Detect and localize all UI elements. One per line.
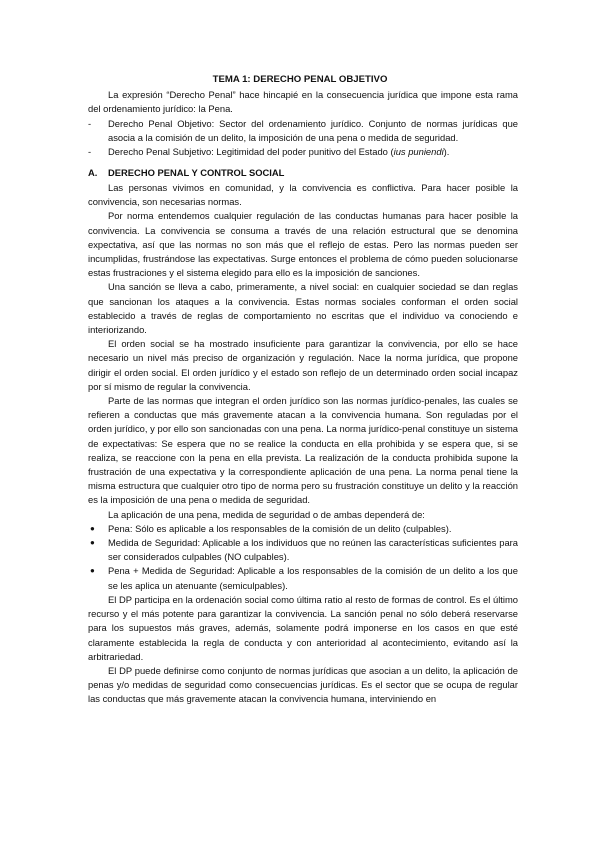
list-item bbox=[88, 564, 518, 592]
section-label: DERECHO PENAL Y CONTROL SOCIAL bbox=[108, 167, 285, 178]
bullet-icon: ● bbox=[90, 538, 95, 548]
definitions-list bbox=[88, 117, 518, 160]
definition-subjective: Derecho Penal Subjetivo: Legitimidad del poder punitivo del Estado (ius puniendi). bbox=[108, 146, 450, 158]
section-marker: A. bbox=[88, 167, 98, 178]
list-item bbox=[88, 145, 518, 159]
dash-marker: - bbox=[88, 118, 92, 129]
list-item bbox=[88, 117, 518, 145]
paragraph: Parte de las normas que integran el orden jurídico son las normas jurídico-penales, las cuales se refieren a conductas que más gravemente atacan a la convivencia humana. Son reguladas por el orden jurídico, y por ello son sancionadas con una pena. La norma jurídico-penal constituye un sistema de expectativas: Se espera que no se realice la conducta en ella prohibida y se espera que, si se realiza, se reaccione con la pena en ella prevista. La realización de la conducta prohibida supone la frustración de una expectativa y la correspondiente aplicación de una pena. La norma penal tiene la misma estructura que cualquier otro tipo de norma pero su frustración constituye un delito y la reacción es la imposición de una pena o medida de seguridad. bbox=[88, 395, 518, 506]
paragraph: Por norma entendemos cualquier regulación de las conductas humanas para hacer posible la convivencia. La convivencia se consuma a través de una relación estructural que se denomina expectativa, así que las normas no son más que el reflejo de estas. Pero las normas pueden ser incumplidas, frustrándose las expectativas. Surge entonces el problema de cómo pueden solucionarse estas frustraciones y el sistema elegido para ello es la imposición de sanciones. bbox=[88, 210, 518, 279]
bullet-text: Pena: Sólo es aplicable a los responsables de la comisión de un delito (culpables). bbox=[108, 522, 452, 534]
paragraph: El DP participa en la ordenación social como última ratio al resto de formas de control. Es el último recurso y el más potente para garantizar la convivencia. La sanción penal no sólo deberá reservarse para los supuestos más graves, además, solamente podrá imponerse en los casos en que esté claramente establecida la regla de conducta y con anterioridad al acontecimiento, evitando así la arbitrariedad. bbox=[88, 593, 518, 662]
paragraph: El orden social se ha mostrado insuficiente para garantizar la convivencia, por ello se hace necesario un nivel más preciso de organización y regulación. Nace la norma jurídica, que propone dirigir el orden social. El orden jurídico y el estado son reflejo de un determinado orden social incapaz por sí mismo de regular la convivencia. bbox=[88, 338, 518, 392]
bullet-icon: ● bbox=[90, 566, 95, 576]
list-item bbox=[88, 522, 518, 536]
page-title: TEMA 1: DERECHO PENAL OBJETIVO bbox=[212, 74, 388, 85]
bullet-icon: ● bbox=[90, 523, 95, 533]
paragraph: La aplicación de una pena, medida de seguridad o de ambas dependerá de: bbox=[108, 508, 425, 520]
paragraph: Las personas vivimos en comunidad, y la convivencia es conflictiva. Para hacer posible la convivencia, son necesarias normas. bbox=[88, 182, 518, 208]
bullet-text: Medida de Seguridad: Aplicable a los individuos que no reúnen las características suficientes para ser considerados culpables (NO culpables). bbox=[108, 537, 518, 563]
paragraph: El DP puede definirse como conjunto de normas jurídicas que asocian a un delito, la aplicación de penas y/o medidas de seguridad como consecuencias jurídicas. Es el sector que se ocupa de regular las conductas que más gravemente atacan la convivencia humana, interviniendo en bbox=[88, 664, 518, 705]
definition-objective: Derecho Penal Objetivo: Sector del ordenamiento jurídico. Conjunto de normas jurídicas que asocia a la comisión de un delito, la imposición de una pena o medida de seguridad. bbox=[108, 118, 518, 144]
body-text bbox=[88, 181, 518, 707]
paragraph: Una sanción se lleva a cabo, primeramente, a nivel social: en cualquier sociedad se dan reglas que sancionan los ataques a la convivencia. Estas normas sociales conforman el orden social establecido a través de reglas de comportamiento no escritas que el individuo va conociendo e interiorizando. bbox=[88, 281, 518, 336]
section-heading-a bbox=[88, 166, 518, 180]
dash-marker: - bbox=[88, 146, 92, 158]
list-item bbox=[88, 536, 518, 564]
intro-block bbox=[88, 88, 518, 116]
bullet-text: Pena + Medida de Seguridad: Aplicable a los responsables de la comisión de un delito a los que se les aplica un atenuante (semiculpables). bbox=[108, 565, 518, 591]
intro-paragraph: La expresión “Derecho Penal” hace hincapié en la consecuencia jurídica que impone esta rama del ordenamiento jurídico: la Pena. bbox=[88, 89, 518, 115]
